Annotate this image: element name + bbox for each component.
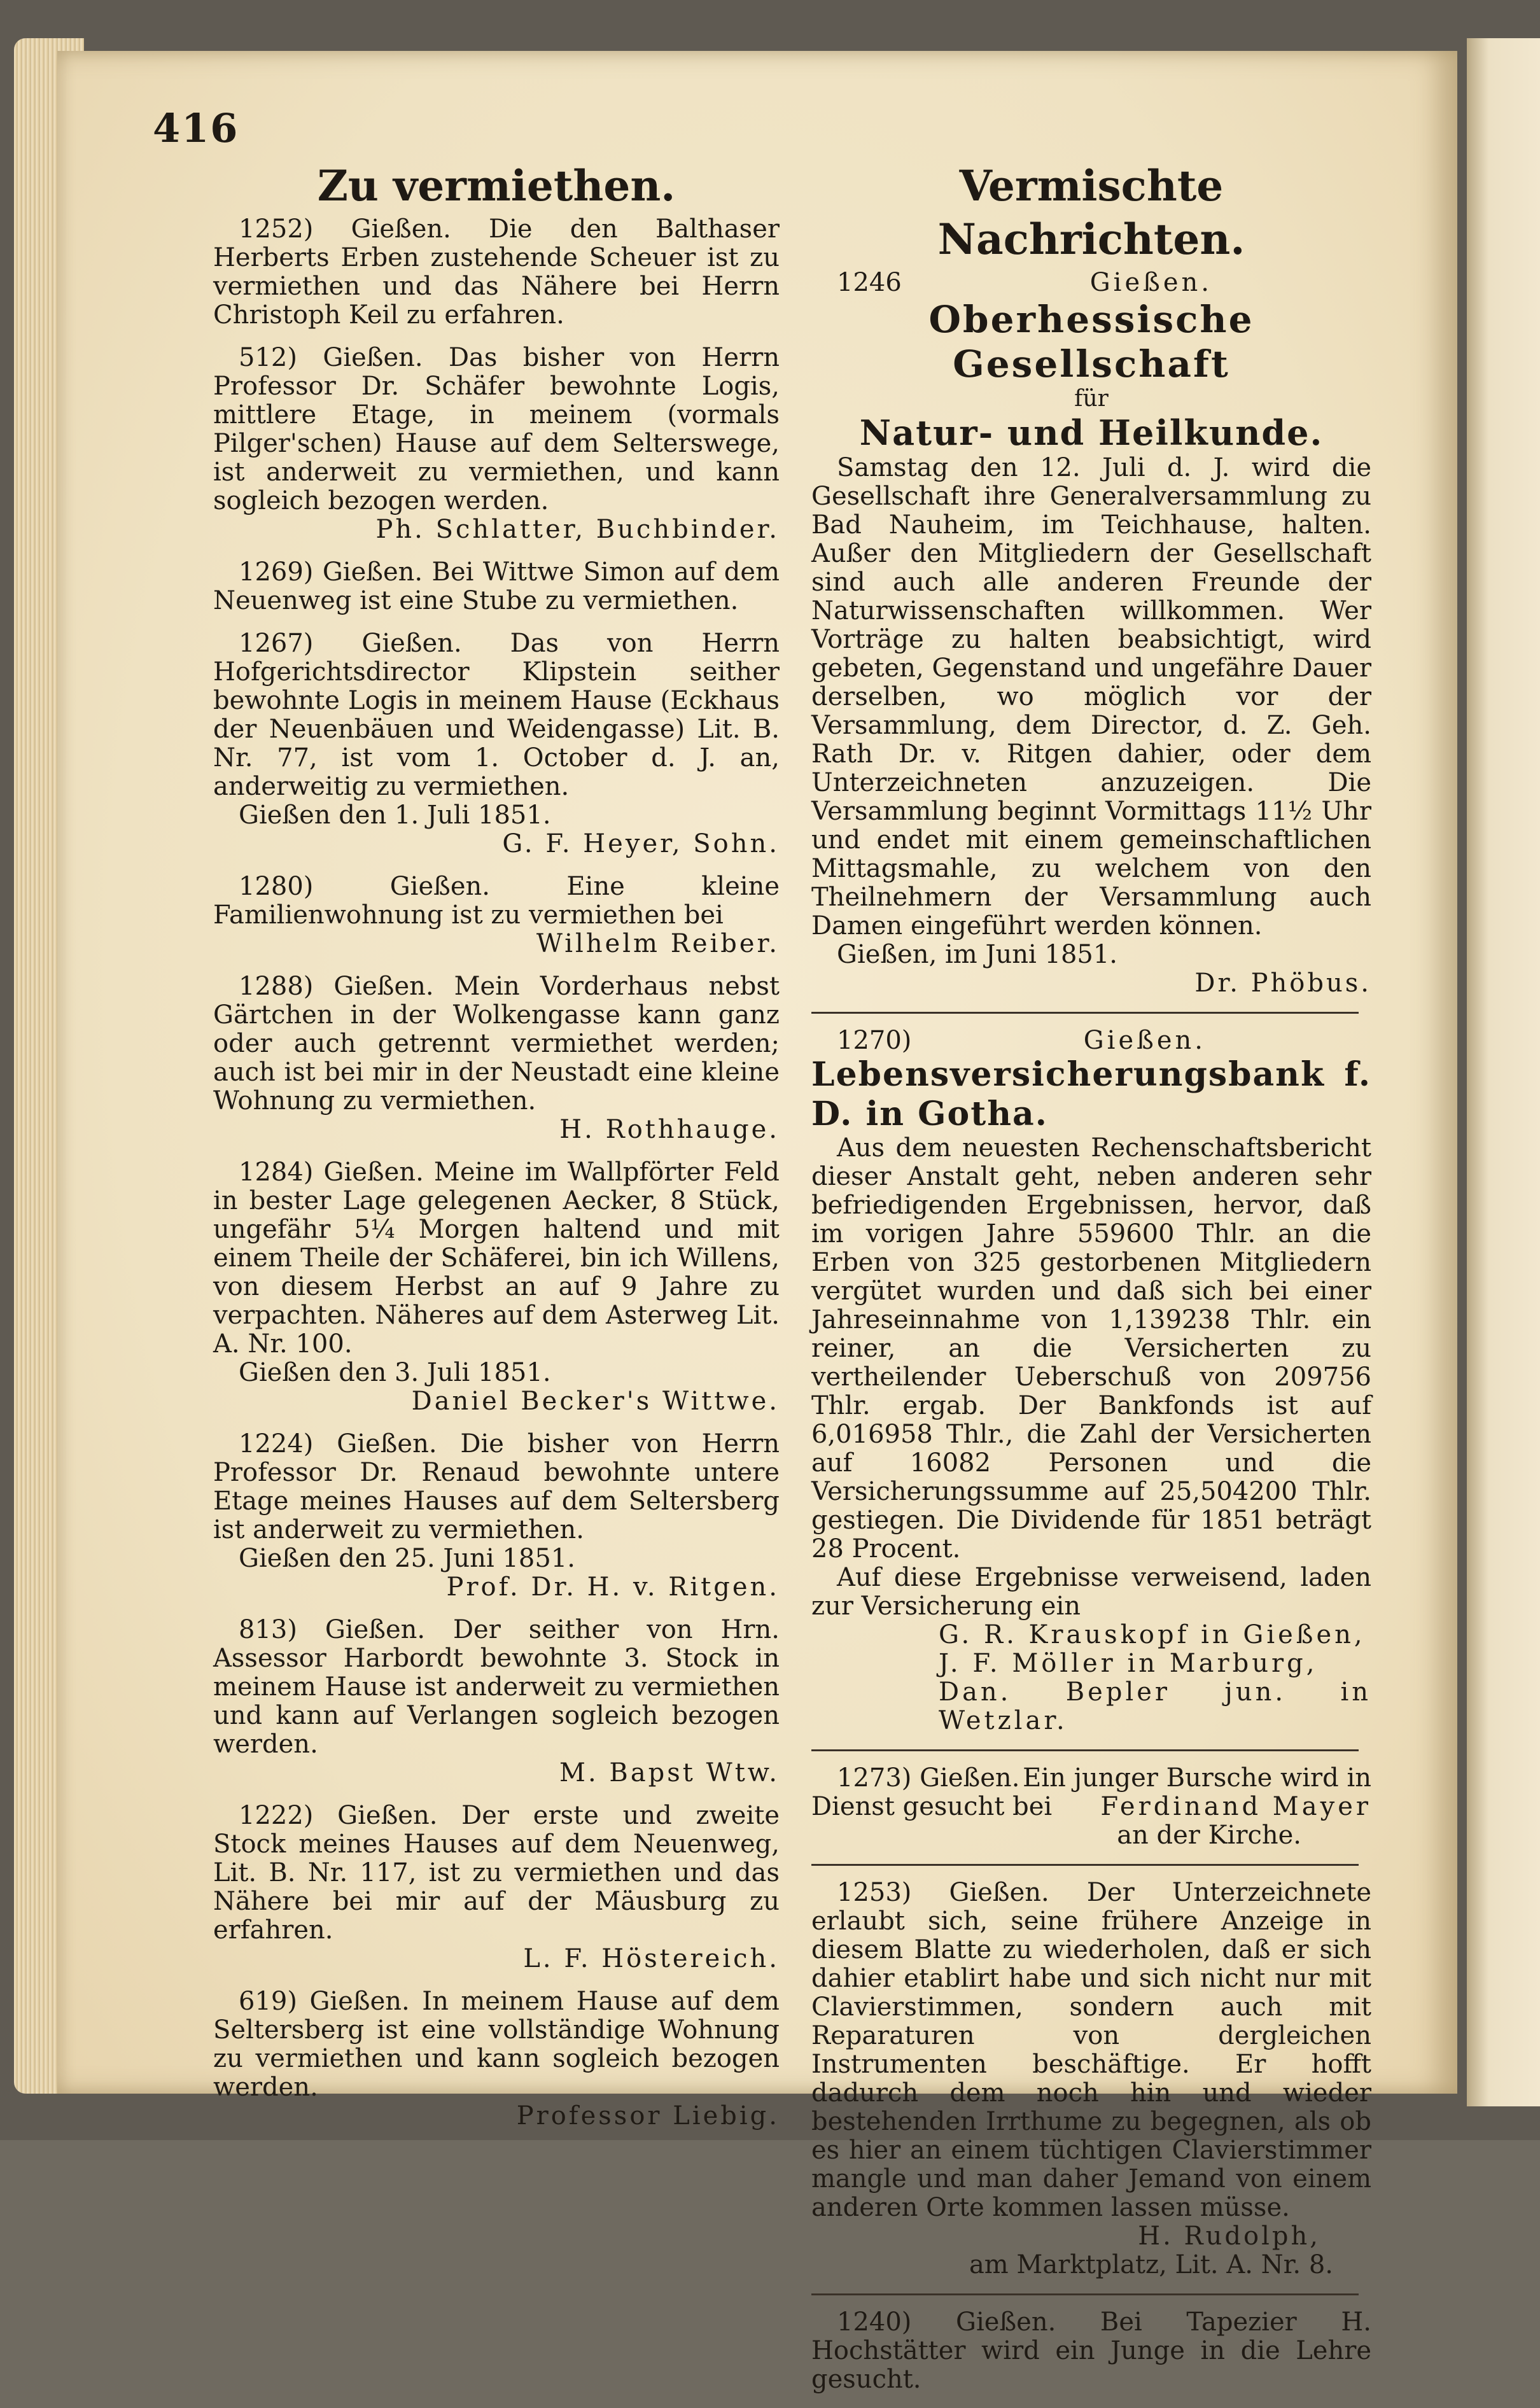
notice-1284 bbox=[213, 1158, 780, 1416]
notice-text: 619) Gießen. In meinem Hause auf dem Seltersberg ist eine vollständige Wohnung zu vermiethen und kann sogleich bezogen werden. bbox=[213, 1987, 780, 2102]
notice-signature: G. F. Heyer, Sohn. bbox=[502, 829, 780, 858]
notice-text: Samstag den 12. Juli d. J. wird die Gesellschaft ihre Generalversammlung zu Bad Nauheim, im Teichhause, halten. Außer den Mitgliedern der Gesellschaft sind auch alle anderen Freunde der Naturwissenschaften willkommen. Wer Vorträge zu halten beabsichtigt, wird gebeten, Gegenstand und ungefähre Dauer derselben, wo möglich vor der Versammlung, dem Director, d. Z. Geh. Rath Dr. v. Ritgen dahier, oder dem Unterzeichneten anzuzeigen. Die Versammlung beginnt Vormittags 11½ Uhr und endet mit einem gemeinschaftlichen Mittagsmahle, zu welchem von den Theilnehmern der Versammlung auch Damen eingeführt werden können. bbox=[811, 453, 1371, 941]
next-page-edge bbox=[1467, 38, 1540, 2106]
notice-text: 1267) Gießen. Das von Herrn Hofgerichtsdirector Klipstein seither bewohnte Logis in meinem Hause (Eckhaus der Neuenbäuen und Weidengasse) Lit. B. Nr. 77, ist vom 1. October d. J. an, anderweitig zu vermiethen. bbox=[213, 629, 780, 801]
society-for: für bbox=[1074, 386, 1109, 412]
notice-signature: M. Bapst Wtw. bbox=[559, 1758, 780, 1788]
notice-address: am Marktplatz, Lit. A. Nr. 8. bbox=[969, 2250, 1333, 2279]
notice-date: Gießen den 1. Juli 1851. bbox=[239, 801, 551, 830]
notice-number: 1246 bbox=[837, 268, 902, 297]
notice-heading bbox=[811, 1026, 1371, 1055]
notice-1267 bbox=[213, 629, 780, 858]
notice-text: 1273) Gießen. bbox=[837, 1763, 1020, 1793]
notice-text: 512) Gießen. Das bisher von Herrn Professor Dr. Schäfer bewohnte Logis, mittlere Etage, in meinem (vormals Pilger'schen) Hause auf dem Selterswege, ist anderweit zu vermiethen, und kann sogleich bezogen werden. bbox=[213, 343, 780, 515]
notice-signature: Ferdinand Mayer bbox=[1100, 1792, 1371, 1821]
notice-text: 1240) Gießen. Bei Tapezier H. Hochstätter wird ein Junge in die Lehre gesucht. bbox=[811, 2307, 1371, 2394]
section-title-rentals: Zu vermiethen. bbox=[317, 161, 676, 211]
separator-rule bbox=[811, 1749, 1359, 1751]
notice-signature: Professor Liebig. bbox=[516, 2101, 780, 2131]
notice-signature: Ph. Schlatter, Buchbinder. bbox=[375, 515, 780, 544]
notice-1222 bbox=[213, 1802, 780, 1973]
notice-place: Gießen. bbox=[1083, 1026, 1206, 1055]
notice-1253 bbox=[811, 1879, 1371, 2279]
notice-813 bbox=[213, 1616, 780, 1788]
agent-line: G. R. Krauskopf in Gießen, bbox=[939, 1620, 1366, 1649]
notice-1252 bbox=[213, 215, 780, 330]
notice-line bbox=[811, 1764, 1371, 1793]
separator-rule bbox=[811, 1864, 1359, 1866]
notice-1273 bbox=[811, 1764, 1371, 1850]
notice-text: Aus dem neuesten Rechenschaftsbericht dieser Anstalt geht, neben anderen sehr befriedigenden Ergebnissen, hervor, daß im vorigen Jahre 559600 Thlr. an die Erben von 325 gestorbenen Mitgliedern vergütet wurden und daß sich bei einer Jahreseinnahme von 1,139238 Thlr. ein reiner, an die Versicherten zu vertheilender Ueberschuß von 209756 Thlr. ergab. Der Bankfonds ist auf 6,016958 Thlr., die Zahl der Versicherten auf 16082 Personen und die Versicherungssumme auf 25,504200 Thlr. gestiegen. Die Dividende für 1851 beträgt 28 Procent. bbox=[811, 1133, 1371, 1564]
notice-text: Ein junger Bursche wird in bbox=[1023, 1763, 1371, 1793]
notice-text: 1224) Gießen. Die bisher von Herrn Professor Dr. Renaud bewohnte untere Etage meines Hauses auf dem Seltersberg ist anderweit zu vermiethen. bbox=[213, 1429, 780, 1544]
notice-1224 bbox=[213, 1430, 780, 1602]
page-number: 416 bbox=[153, 105, 239, 151]
notice-1269 bbox=[213, 558, 780, 615]
notice-place: Gießen. bbox=[1089, 268, 1212, 297]
notice-619 bbox=[213, 1987, 780, 2131]
notice-date: Gießen den 25. Juni 1851. bbox=[239, 1544, 575, 1573]
notice-1270 bbox=[811, 1026, 1371, 1735]
notice-text: Auf diese Ergebnisse verweisend, laden zur Versicherung ein bbox=[811, 1563, 1371, 1621]
separator-rule bbox=[811, 1012, 1359, 1014]
notice-date: Gießen, im Juni 1851. bbox=[837, 940, 1118, 969]
agent-line: J. F. Möller in Marburg, bbox=[939, 1649, 1318, 1678]
section-title-misc: Vermischte Nachrichten. bbox=[937, 161, 1245, 264]
agent-line: Dan. Bepler jun. in Wetzlar. bbox=[939, 1677, 1371, 1735]
society-subject: Natur- und Heilkunde. bbox=[859, 412, 1324, 453]
column-rentals bbox=[213, 159, 780, 2145]
separator-rule bbox=[811, 2293, 1359, 2295]
notice-1240 bbox=[811, 2308, 1371, 2394]
notice-text: Dienst gesucht bei bbox=[811, 1792, 1053, 1821]
bank-title: Lebensversicherungsbank f. D. in Gotha. bbox=[811, 1055, 1371, 1133]
notice-text: 813) Gießen. Der seither von Hrn. Assessor Harbordt bewohnte 3. Stock in meinem Hause ist anderweit zu vermiethen und kann auf Verlangen sogleich bezogen werden. bbox=[213, 1615, 780, 1759]
notice-text: 1269) Gießen. Bei Wittwe Simon auf dem Neuenweg ist eine Stube zu vermiethen. bbox=[213, 557, 780, 615]
notice-signature: H. Rudolph, bbox=[1138, 2222, 1320, 2251]
notice-1280 bbox=[213, 872, 780, 958]
notice-text: 1222) Gießen. Der erste und zweite Stock meines Hauses auf dem Neuenweg, Lit. B. Nr. 117, ist zu vermiethen und das Nähere bei mir auf der Mäusburg zu erfahren. bbox=[213, 1801, 780, 1945]
notice-signature: H. Rothhauge. bbox=[559, 1115, 780, 1144]
notice-date: Gießen den 3. Juli 1851. bbox=[239, 1358, 551, 1387]
notice-1246 bbox=[811, 269, 1371, 998]
notice-text: 1253) Gießen. Der Unterzeichnete erlaubt sich, seine frühere Anzeige in diesem Blatte zu wiederholen, daß er sich dahier etablirt habe und sich nicht nur mit Clavierstimmen, sondern auch mit Reparaturen von dergleichen Instrumenten beschäftige. Er hofft dadurch dem noch hin und wieder bestehenden Irrthume zu begegnen, als ob es hier an einem tüchtigen Clavierstimmer mangle und man daher Jemand von einem anderen Orte kommen lassen müsse. bbox=[811, 1878, 1371, 2222]
notice-signature: Prof. Dr. H. v. Ritgen. bbox=[446, 1572, 780, 1602]
notice-signature: Daniel Becker's Wittwe. bbox=[411, 1387, 780, 1416]
notice-line bbox=[811, 1793, 1371, 1821]
notice-signature: Wilhelm Reiber. bbox=[536, 929, 780, 958]
notice-512 bbox=[213, 344, 780, 544]
notice-heading bbox=[811, 269, 1371, 297]
notice-signature: Dr. Phöbus. bbox=[1194, 969, 1371, 998]
notice-text: 1284) Gießen. Meine im Wallpförter Feld in bester Lage gelegenen Aecker, 8 Stück, ungefähr 5¼ Morgen haltend und mit einem Theile der Schäferei, bin ich Willens, von diesem Herbst an auf 9 Jahre zu verpachten. Näheres auf dem Asterweg Lit. A. Nr. 100. bbox=[213, 1158, 780, 1359]
notice-text: 1280) Gießen. Eine kleine Familienwohnung ist zu vermiethen bei bbox=[213, 872, 780, 930]
notice-1288 bbox=[213, 972, 780, 1144]
column-miscellaneous bbox=[811, 159, 1371, 2408]
society-name: Oberhessische Gesellschaft bbox=[928, 298, 1254, 386]
notice-signature: an der Kirche. bbox=[1117, 1821, 1301, 1850]
notice-text: 1288) Gießen. Mein Vorderhaus nebst Gärtchen in der Wolkengasse kann ganz oder auch getrennt vermiethet werden; auch ist bei mir in der Neustadt eine kleine Wohnung zu vermiethen. bbox=[213, 972, 780, 1116]
notice-text: 1252) Gießen. Die den Balthaser Herberts Erben zustehende Scheuer ist zu vermiethen und das Nähere bei Herrn Christoph Keil zu erfahren. bbox=[213, 214, 780, 330]
notice-number: 1270) bbox=[837, 1026, 912, 1055]
notice-signature: L. F. Höstereich. bbox=[523, 1944, 780, 1973]
